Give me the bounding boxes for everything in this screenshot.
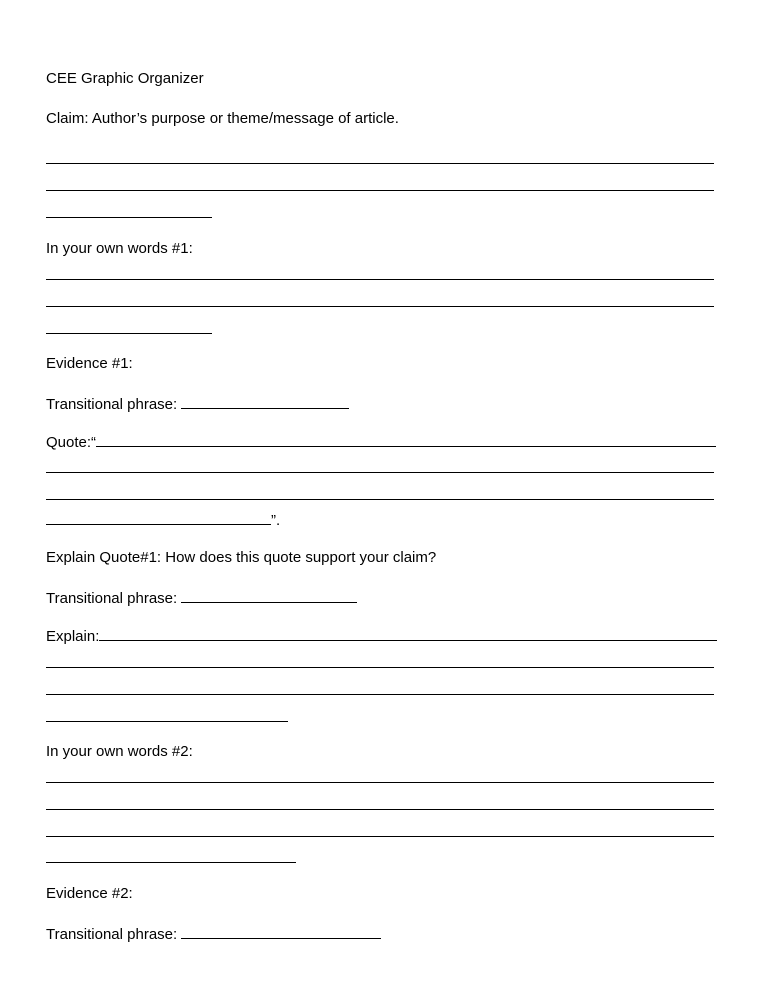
transitional-phrase-1	[46, 394, 349, 414]
transitional-phrase-label: Transitional phrase:	[46, 590, 178, 607]
quote-1-blank[interactable]	[96, 432, 716, 447]
quote-1-last-blank[interactable]	[46, 510, 271, 525]
transitional-phrase-2-blank[interactable]	[181, 588, 357, 603]
own-words-2-line[interactable]	[46, 836, 714, 837]
transitional-phrase-3-blank[interactable]	[181, 924, 381, 939]
own-words-2-line[interactable]	[46, 862, 296, 863]
transitional-phrase-label: Transitional phrase:	[46, 396, 178, 413]
explain-label: Explain:	[46, 628, 100, 645]
own-words-1-line[interactable]	[46, 279, 714, 280]
transitional-phrase-3	[46, 924, 381, 944]
explain-row	[46, 626, 717, 646]
quote-1-line[interactable]	[46, 472, 714, 473]
own-words-1-line[interactable]	[46, 306, 714, 307]
explain-line[interactable]	[46, 694, 714, 695]
explain-quote-1-prompt: Explain Quote#1: How does this quote support your claim?	[46, 549, 437, 566]
explain-line[interactable]	[46, 721, 288, 722]
claim-answer-line[interactable]	[46, 217, 212, 218]
own-words-1-line[interactable]	[46, 333, 212, 334]
quote-close: ”.	[271, 512, 281, 529]
evidence-1-label: Evidence #1:	[46, 355, 133, 372]
explain-blank[interactable]	[99, 626, 717, 641]
claim-prompt: Claim: Author’s purpose or theme/message of article.	[46, 110, 399, 127]
transitional-phrase-label: Transitional phrase:	[46, 926, 178, 943]
evidence-2-label: Evidence #2:	[46, 885, 133, 902]
claim-answer-line[interactable]	[46, 190, 714, 191]
transitional-phrase-2	[46, 588, 357, 608]
quote-1-row	[46, 432, 716, 452]
quote-1-line[interactable]	[46, 499, 714, 500]
quote-label: Quote:“	[46, 434, 97, 451]
own-words-1-label: In your own words #1:	[46, 240, 193, 257]
explain-line[interactable]	[46, 667, 714, 668]
own-words-2-label: In your own words #2:	[46, 743, 193, 760]
page-title: CEE Graphic Organizer	[46, 70, 204, 87]
own-words-2-line[interactable]	[46, 809, 714, 810]
claim-answer-line[interactable]	[46, 163, 714, 164]
quote-1-last-row	[46, 510, 280, 530]
own-words-2-line[interactable]	[46, 782, 714, 783]
transitional-phrase-1-blank[interactable]	[181, 394, 349, 409]
